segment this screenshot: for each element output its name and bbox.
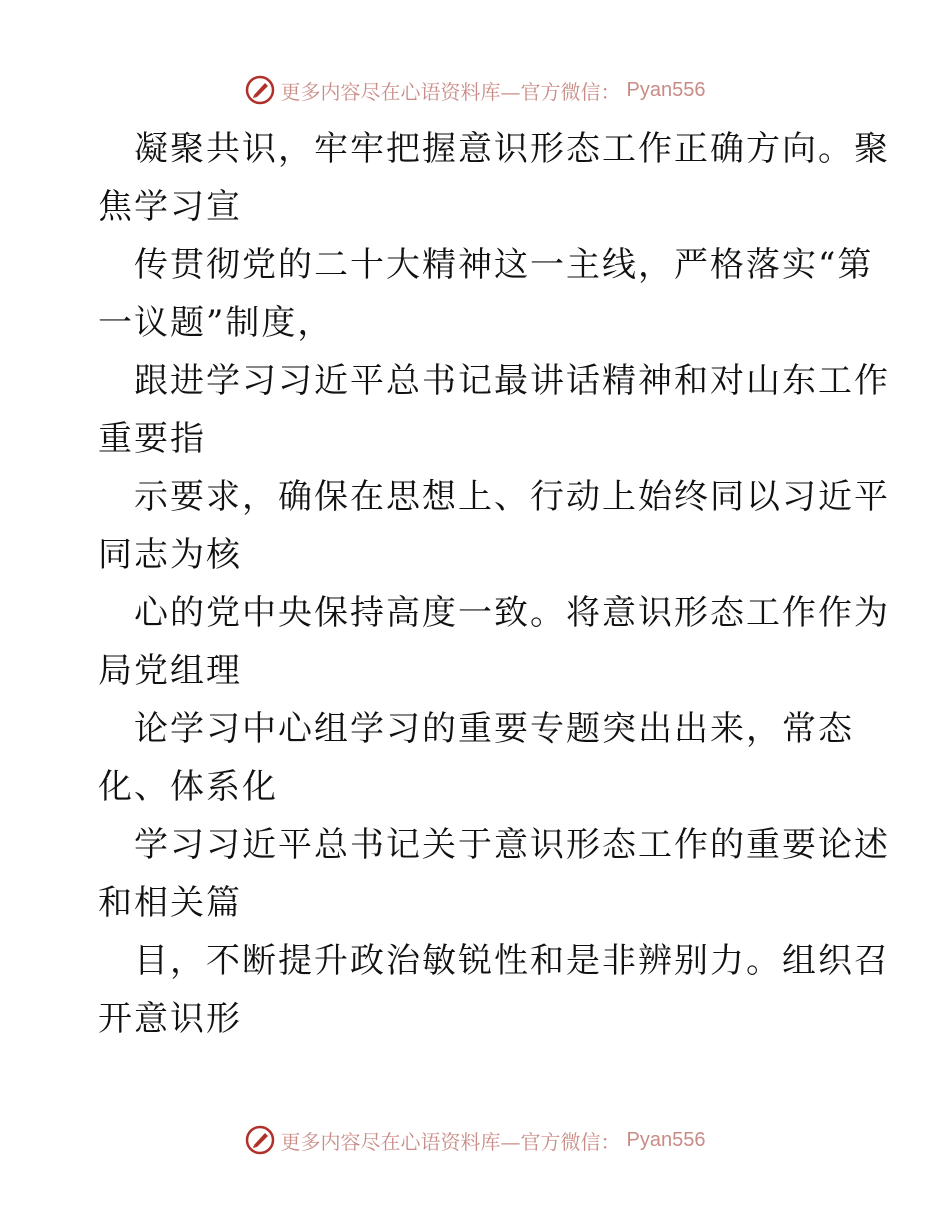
watermark-wechat-id: Pyan556 [626,1128,706,1151]
brand-logo-icon [245,1125,275,1155]
text-line: 跟进学习习近平总书记最讲话精神和对山东工作 [134,361,890,401]
watermark-wechat-id: Pyan556 [626,78,706,101]
text-line: 焦学习宣 [98,187,242,227]
text-line: 目，不断提升政治敏锐性和是非辨别力。组织召 [134,941,890,981]
text-line: 心的党中央保持高度一致。将意识形态工作作为 [134,593,890,633]
watermark-text: 更多内容尽在心语资料库—官方微信： [280,1129,621,1154]
header-watermark [0,70,950,110]
text-line: 论学习中心组学习的重要专题突出出来，常态 [134,709,854,749]
footer-watermark [0,1120,950,1160]
text-line: 开意识形 [98,999,242,1039]
document-body [98,120,890,1048]
brand-logo-icon [245,75,275,105]
text-line: 传贯彻党的二十大精神这一主线，严格落实“第 [134,245,874,285]
text-line: 凝聚共识，牢牢把握意识形态工作正确方向。聚 [134,129,890,169]
text-line: 化、体系化 [98,767,278,807]
text-line: 和相关篇 [98,883,242,923]
text-line: 一议题”制度， [98,303,334,343]
text-line: 局党组理 [98,651,242,691]
text-line: 同志为核 [98,535,242,575]
text-line: 重要指 [98,419,206,459]
text-line: 学习习近平总书记关于意识形态工作的重要论述 [134,825,890,865]
watermark-text: 更多内容尽在心语资料库—官方微信： [280,79,621,104]
text-line: 示要求，确保在思想上、行动上始终同以习近平 [134,477,890,517]
